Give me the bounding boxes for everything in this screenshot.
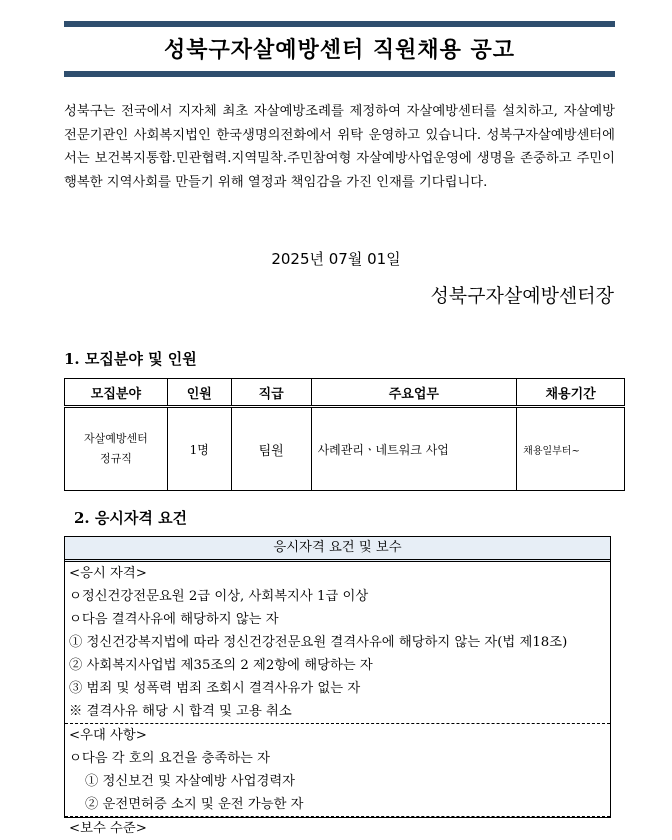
cell-duty: 사례관리ㆍ네트워크 사업 — [311, 407, 517, 491]
header-rank: 직급 — [231, 379, 311, 407]
qualification-line: ① 정신건강복지법에 따라 정신건강전문요원 결격사유에 해당하지 않는 자(법 제18조) — [69, 635, 568, 650]
header-period: 채용기간 — [517, 379, 625, 407]
title-top-rule — [64, 21, 615, 27]
cell-field — [65, 407, 168, 491]
announcement-date: 2025년 07월 01일 — [271, 250, 401, 268]
section-heading-qualification: 2. 응시자격 요건 — [74, 509, 188, 527]
title-bottom-rule — [64, 71, 615, 77]
qualification-line: ③ 범죄 및 성폭력 범죄 조회시 결격사유가 없는 자 — [69, 681, 361, 696]
table-header-row — [65, 379, 625, 407]
qualification-box-header: 응시자격 요건 및 보수 — [65, 537, 610, 562]
cell-period: 채용일부터~ — [517, 407, 625, 491]
header-count: 인원 — [167, 379, 231, 407]
header-duty: 주요업무 — [311, 379, 517, 407]
qualification-box — [64, 536, 611, 836]
recruitment-table — [64, 378, 625, 491]
preference-line: ② 운전면허증 소지 및 운전 가능한 자 — [85, 797, 304, 812]
qualification-line: ㅇ정신건강전문요원 2급 이상, 사회복지사 1급 이상 — [69, 589, 369, 604]
header-field: 모집분야 — [65, 379, 168, 407]
page-title: 성북구자살예방센터 직원채용 공고 — [163, 37, 516, 63]
preference-intro: ㅇ다음 각 호의 요건을 충족하는 자 — [69, 751, 270, 766]
cell-field-line1: 자살예방센터 — [84, 432, 148, 445]
salary-label: <보수 수준> — [65, 816, 610, 840]
cell-field-line2: 정규직 — [99, 452, 132, 465]
qualification-line: ※ 결격사유 해당 시 합격 및 고용 취소 — [69, 704, 292, 719]
section-heading-recruitment: 1. 모집분야 및 인원 — [64, 350, 197, 368]
signer-name: 성북구자살예방센터장 — [430, 285, 614, 307]
cell-count: 1명 — [167, 407, 231, 491]
table-row — [65, 407, 625, 491]
cell-rank: 팀원 — [231, 407, 311, 491]
intro-paragraph: 성북구는 전국에서 지자체 최초 자살예방조례를 제정하여 자살예방센터를 설치하고, 자살예방전문기관인 사회복지법인 한국생명의전화에서 위탁 운영하고 있습니다. 성북구자살예방센터에서는 보건복지통합.민관협력.지역밀착.주민참여형 자살예방사업운영에 생명을 존중하고 주민이 행복한 지역사회를 만들기 위해 열정과 책임감을 가진 인재를 기다립니다. — [64, 104, 615, 190]
preference-line: ① 정신보건 및 자살예방 사업경력자 — [85, 774, 296, 789]
qualification-line: ② 사회복지사업법 제35조의 2 제2항에 해당하는 자 — [69, 658, 373, 673]
qualification-label: <응시 자격> — [69, 566, 147, 581]
preference-label: <우대 사항> — [65, 723, 610, 747]
qualification-line: ㅇ다음 결격사유에 해당하지 않는 자 — [69, 612, 279, 627]
